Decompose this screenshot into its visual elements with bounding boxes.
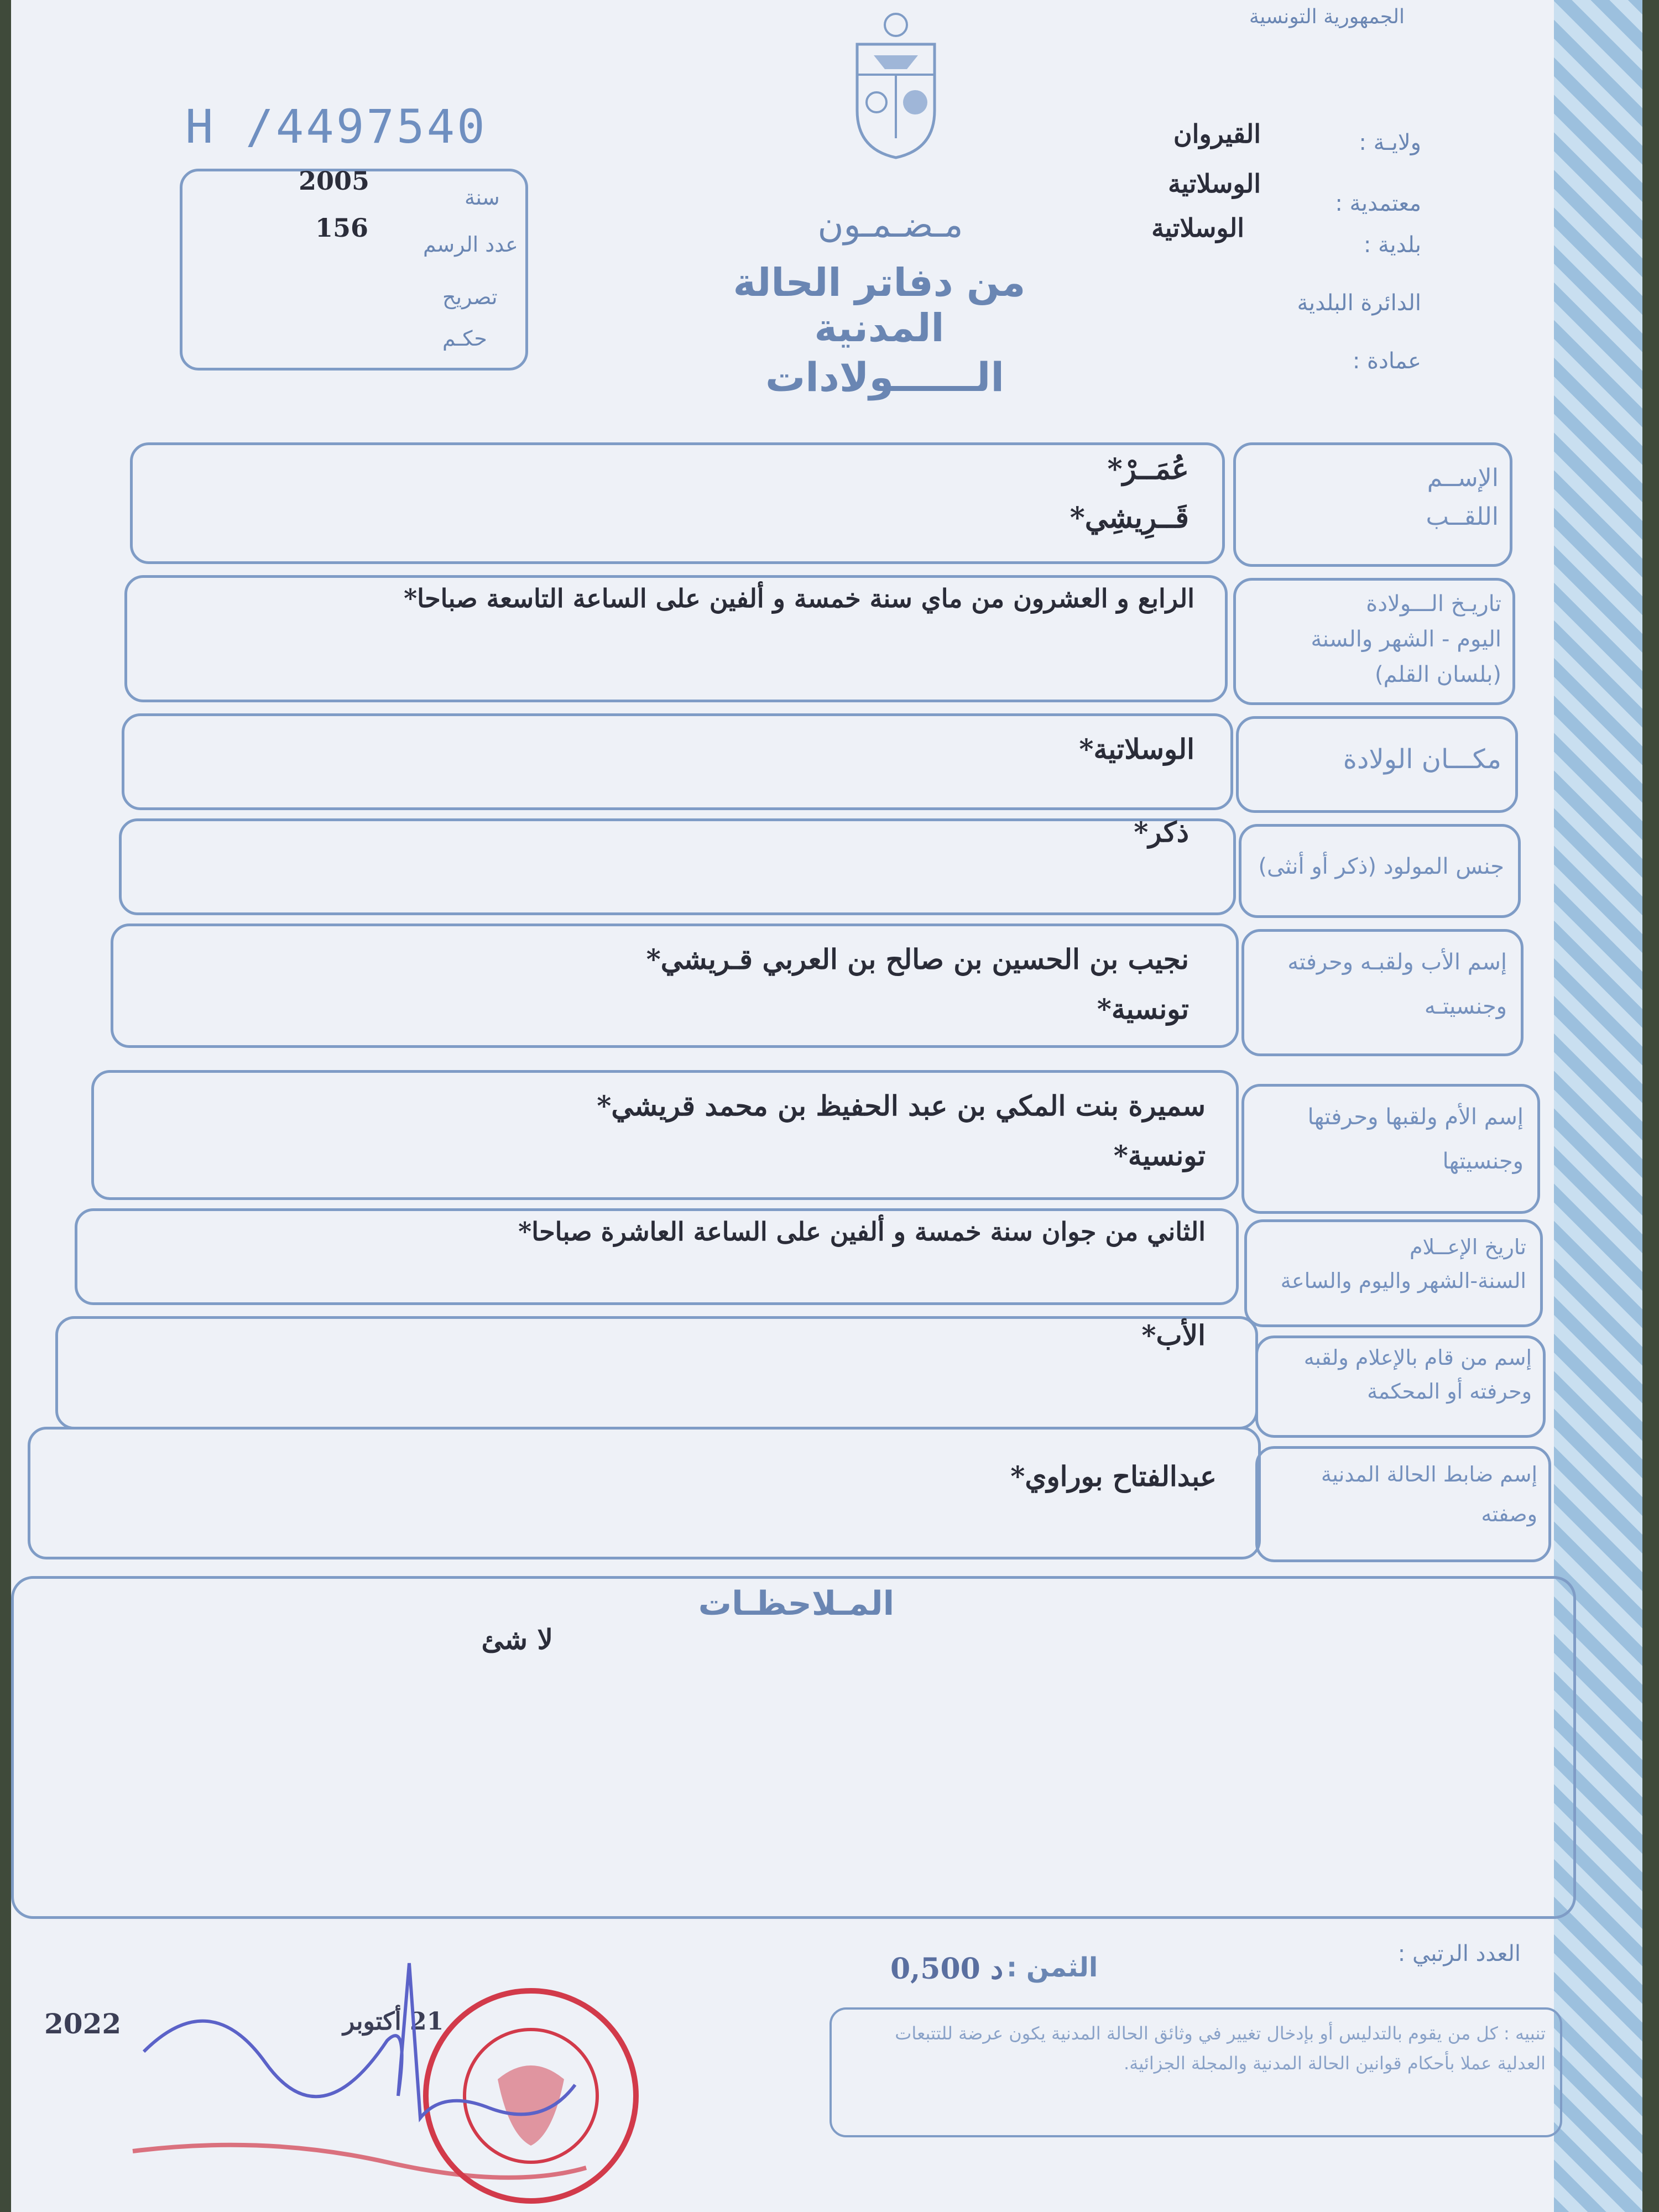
label-birth-date: تاريـخ الـــولادة اليوم - الشهر والسنة (بلسان القلم) bbox=[1311, 591, 1501, 687]
declaration-label: تصريح bbox=[442, 285, 498, 309]
price-label: الثمن : bbox=[1006, 1952, 1098, 1983]
municipality-value: الوسلاتية bbox=[1151, 213, 1244, 243]
label-name: الإســم اللقــب bbox=[1426, 464, 1499, 531]
delegation-value: الوسلاتية bbox=[1168, 169, 1261, 199]
label-sex: جنس المولود (ذكر أو أنثى) bbox=[1258, 854, 1504, 879]
municipality-label: بلدية : bbox=[1363, 232, 1421, 258]
signature-icon bbox=[100, 1952, 597, 2212]
label-mother: إسم الأم ولقبها وحرفتها وجنسيتها bbox=[1307, 1104, 1524, 1174]
value-name: عُمَــرْ* قَــرِيشِي* bbox=[1070, 452, 1189, 535]
certificate-paper bbox=[11, 0, 1554, 2212]
title-line2: من دفاتر الحالة المدنية bbox=[733, 260, 1026, 351]
value-box-registrar bbox=[28, 1427, 1261, 1559]
label-declarant: إسم من قام بالإعلام ولقبه وحرفته أو المحكمة bbox=[1303, 1345, 1532, 1404]
number-value: 156 bbox=[315, 213, 369, 243]
year-label: سنة bbox=[465, 185, 500, 210]
value-birth-place: الوسلاتية* bbox=[1079, 733, 1194, 765]
judgment-label: حكـم bbox=[442, 326, 487, 351]
value-declarant: الأب* bbox=[1141, 1319, 1206, 1352]
remarks-title: المـلاحظـات bbox=[698, 1584, 895, 1623]
value-mother: سميرة بنت المكي بن عبد الحفيظ بن محمد قريشي* تونسية* bbox=[597, 1089, 1206, 1172]
issue-date: 21 أكتوبر bbox=[343, 2007, 444, 2036]
district-label: الدائرة البلدية bbox=[1297, 290, 1421, 316]
delegation-label: معتمدية : bbox=[1335, 191, 1421, 216]
value-father: نجيب بن الحسين بن صالح بن العربي قـريشي* تونسية* bbox=[646, 943, 1189, 1025]
governorate-value: القيروان bbox=[1173, 119, 1261, 149]
coat-of-arms-icon bbox=[841, 11, 951, 160]
remarks-box bbox=[11, 1576, 1576, 1919]
remarks-value: لا شئ bbox=[481, 1623, 553, 1656]
value-birth-date: الرابع و العشرون من ماي سنة خمسة و ألفين على الساعة التاسعة صباحا* bbox=[404, 583, 1194, 613]
title-line1: مـضـمـون bbox=[817, 205, 963, 246]
section-title: الــــــولادات bbox=[765, 354, 1005, 400]
label-registrar: إسم ضابط الحالة المدنية وصفته bbox=[1321, 1462, 1537, 1527]
omda-label: عمادة : bbox=[1352, 348, 1421, 374]
issue-year: 2022 bbox=[44, 2007, 122, 2040]
label-birth-place: مكـــان الولادة bbox=[1343, 744, 1501, 775]
warning-note: تنبيه : كل من يقوم بالتدليس أو بإدخال تغيير في وثائق الحالة المدنية يكون عرضة للتتبعات العدلية عملا بأحكام قوانين الحالة المدنية والمجلة الجزائية. bbox=[895, 2023, 1546, 2074]
price-value: 0,500 د bbox=[890, 1952, 1004, 1986]
value-declaration-date: الثاني من جوان سنة خمسة و ألفين على الساعة العاشرة صباحا* bbox=[518, 1217, 1206, 1246]
label-father: إسم الأب ولقبـه وحرفته وجنسيتـه bbox=[1287, 950, 1507, 1019]
value-registrar: عبدالفتاح بوراوي* bbox=[1010, 1460, 1217, 1493]
year-value: 2005 bbox=[299, 166, 370, 196]
order-number-label: العدد الرتبي : bbox=[1397, 1941, 1521, 1966]
serial-number: H /4497540 bbox=[185, 100, 487, 154]
value-sex: ذكر* bbox=[1134, 816, 1189, 848]
governorate-label: ولايـة : bbox=[1359, 130, 1421, 155]
label-declaration-date: تاريخ الإعــلام السنة-الشهر واليوم والساعة bbox=[1280, 1235, 1526, 1293]
number-label: عدد الرسم bbox=[423, 232, 518, 257]
republic-header: الجمهورية التونسية bbox=[1249, 6, 1405, 28]
